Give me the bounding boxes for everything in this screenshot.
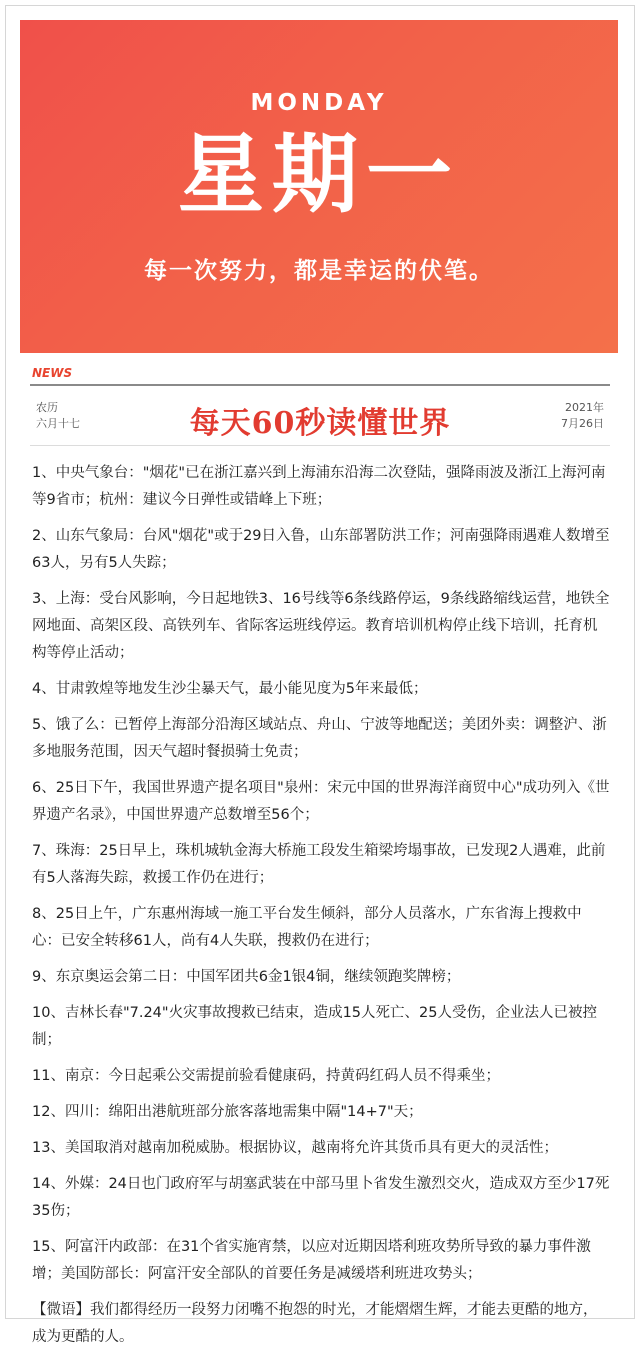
banner-slogan: 每一次努力，都是幸运的伏笔。 <box>144 258 494 284</box>
banner-weekday-en: MONDAY <box>250 90 388 116</box>
news-item: 10、吉林长春"7.24"火灾事故搜救已结束，造成15人死亡、25人受伤，企业法人已被控制； <box>32 1005 597 1048</box>
news-tag: NEWS <box>32 366 73 380</box>
lunar-date: 六月十七 <box>36 417 80 430</box>
daily-quote: 【微语】我们都得经历一段努力闭嘴不抱怨的时光，才能熠熠生辉，才能去更酷的地方，成为更酷的人。 <box>32 1302 598 1345</box>
news-list <box>32 460 610 1360</box>
gregorian-date-block <box>561 400 604 432</box>
news-item: 11、南京：今日起乘公交需提前验看健康码，持黄码红码人员不得乘坐； <box>32 1068 500 1084</box>
news-item: 9、东京奥运会第二日：中国军团共6金1银4铜，继续领跑奖牌榜； <box>32 969 461 985</box>
news-item: 2、山东气象局：台风"烟花"或于29日入鲁，山东部署防洪工作；河南强降雨遇难人数增至63人，另有5人失踪； <box>32 528 610 571</box>
news-divider <box>30 384 610 386</box>
news-item: 1、中央气象台："烟花"已在浙江嘉兴到上海浦东沿海二次登陆，强降雨波及浙江上海河南等9省市；杭州：建议今日弹性或错峰上下班； <box>32 465 606 508</box>
date-header <box>30 398 610 441</box>
date: 7月26日 <box>561 417 604 430</box>
title-divider <box>30 445 610 446</box>
news-item: 13、美国取消对越南加税威胁。根据协议，越南将允许其货币具有更大的灵活性； <box>32 1140 558 1156</box>
news-item: 12、四川：绵阳出港航班部分旅客落地需集中隔"14+7"天； <box>32 1104 423 1120</box>
news-item: 7、珠海：25日早上，珠机城轨金海大桥施工段发生箱梁垮塌事故，已发现2人遇难，此前有5人落海失踪，救援工作仍在进行； <box>32 843 606 886</box>
page-title: 每天60秒读懂世界 <box>189 406 451 441</box>
banner-weekday-cn: 星期一 <box>178 125 460 225</box>
lunar-label: 农历 <box>36 401 58 414</box>
header-banner <box>20 20 618 353</box>
news-item: 3、上海：受台风影响，今日起地铁3、16号线等6条线路停运，9条线路缩线运营，地铁全网地面、高架区段、高铁列车、省际客运班线停运。教育培训机构停止线下培训，托育机构等停止活动； <box>32 591 610 661</box>
news-item: 14、外媒：24日也门政府军与胡塞武装在中部马里卜省发生激烈交火，造成双方至少17死35伤； <box>32 1176 610 1219</box>
news-item: 5、饿了么：已暂停上海部分沿海区域站点、舟山、宁波等地配送；美团外卖：调整沪、浙多地服务范围，因天气超时餐损骑士免责； <box>32 717 607 760</box>
news-item: 4、甘肃敦煌等地发生沙尘暴天气，最小能见度为5年来最低； <box>32 681 428 697</box>
news-item: 15、阿富汗内政部：在31个省实施宵禁，以应对近期因塔利班攻势所导致的暴力事件激增；美国防部长：阿富汗安全部队的首要任务是减缓塔利班进攻势头； <box>32 1239 591 1282</box>
year: 2021年 <box>565 401 604 414</box>
news-item: 8、25日上午，广东惠州海域一施工平台发生倾斜，部分人员落水，广东省海上搜救中心：已安全转移61人，尚有4人失联，搜救仍在进行； <box>32 906 582 949</box>
news-item: 6、25日下午，我国世界遗产提名项目"泉州：宋元中国的世界海洋商贸中心"成功列入《世界遗产名录》，中国世界遗产总数增至56个； <box>32 780 610 823</box>
